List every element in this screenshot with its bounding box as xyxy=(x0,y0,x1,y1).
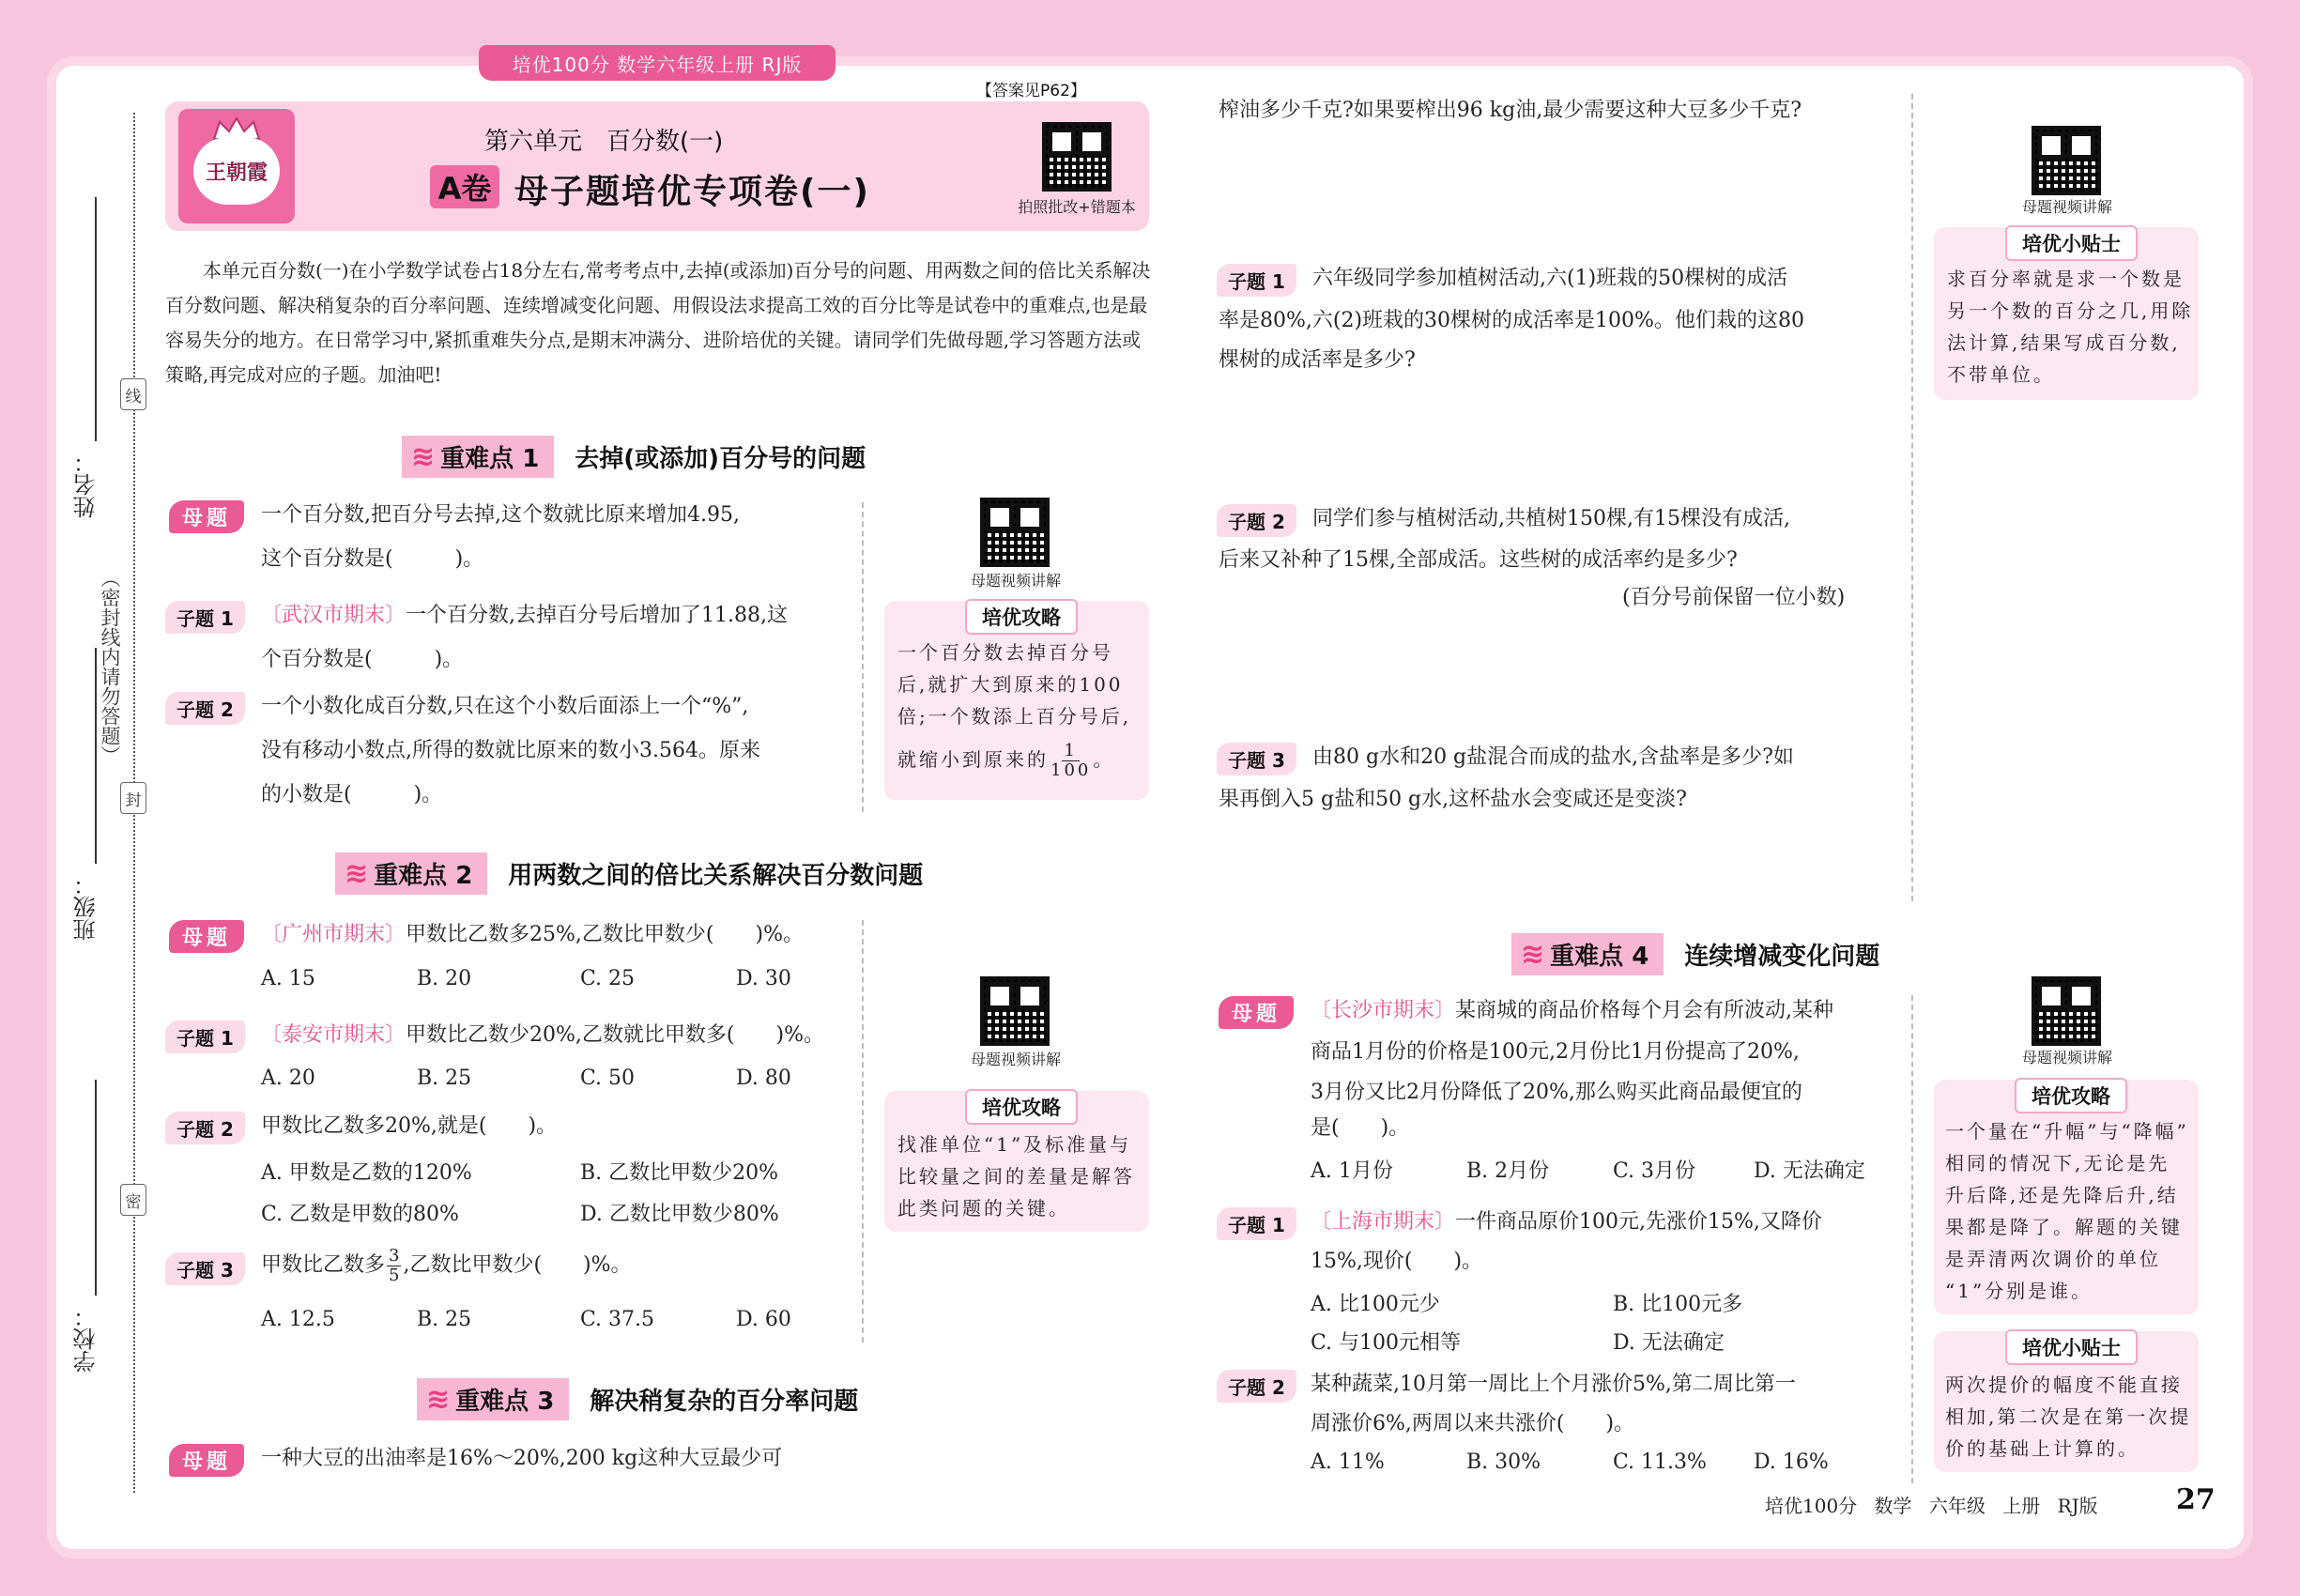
s1-tip-line1: 一个百分数去掉百分号 xyxy=(897,641,1113,664)
page-footer: 培优100分 数学 六年级 上册 RJ版 xyxy=(1765,1495,2098,1517)
s3-mother-line2: 榨油多少千克?如果要榨出96 kg油,最少需要这种大豆多少千克? xyxy=(1219,99,1802,122)
s2-tip-line2: 比较量之间的差量是解答 xyxy=(897,1165,1135,1188)
s3-sub1-line3: 棵树的成活率是多少? xyxy=(1219,348,1416,372)
section-4-heading xyxy=(1511,933,1879,975)
s3-tip-line2: 另一个数的百分之几,用除 xyxy=(1947,299,2194,322)
page-number: 27 xyxy=(2176,1483,2216,1516)
s2-mother-option-c[interactable]: C. 25 xyxy=(580,967,636,990)
s4-mother-line2: 商品1月份的价格是100元,2月份比1月份提高了20%, xyxy=(1311,1040,1800,1064)
school-label: 学校： xyxy=(73,1305,100,1373)
section-4-title: 连续增减变化问题 xyxy=(1684,943,1880,971)
s2-sub3-text: 甲数比乙数多 $\frac{3}{5}$ ,乙数比甲数少( )%。 xyxy=(261,1245,632,1285)
wave-icon: ≋ xyxy=(411,440,436,473)
s4-mother-line1: 〔长沙市期末〕某商城的商品价格每个月会有所波动,某种 xyxy=(1311,999,1834,1022)
section-2-heading xyxy=(335,852,923,895)
section-3-badge: ≋ 重难点 3 xyxy=(417,1378,569,1420)
qr-code-icon[interactable] xyxy=(2032,126,2101,195)
s2-sub3-option-b[interactable]: B. 25 xyxy=(417,1308,472,1331)
s4-sub2-option-c[interactable]: C. 11.3% xyxy=(1613,1450,1707,1474)
s2-sub1-option-a[interactable]: A. 20 xyxy=(261,1067,315,1090)
s1-sub2-line1: 一个小数化成百分数,只在这个小数后面添上一个“%”, xyxy=(261,695,749,718)
fraction: $\frac{1}{100}$ xyxy=(1050,741,1092,780)
sub-question-1-tag: 子题 1 xyxy=(1217,1207,1296,1240)
sub-question-1-tag: 子题 1 xyxy=(165,1021,245,1053)
s2-sub2-text: 甲数比乙数多20%,就是( )。 xyxy=(261,1114,558,1138)
wave-icon: ≋ xyxy=(1521,938,1545,971)
s3-sub1-line2: 率是80%,六(2)班栽的30棵树的成活率是100%。他们栽的这80 xyxy=(1219,309,1804,332)
s2-sub3-option-a[interactable]: A. 12.5 xyxy=(261,1308,335,1331)
sub-question-3-tag: 子题 3 xyxy=(1217,743,1296,775)
s3-tip-line1: 求百分率就是求一个数是 xyxy=(1947,268,2185,290)
s2-sub2-option-c[interactable]: C. 乙数是甲数的80% xyxy=(261,1203,459,1226)
qr-video-caption: 母题视频讲解 xyxy=(970,572,1061,590)
qr-video-caption: 母题视频讲解 xyxy=(970,1051,1061,1068)
header-banner xyxy=(165,101,1149,231)
s3-sub2-line1: 同学们参与植树活动,共植树150棵,有15棵没有成活, xyxy=(1312,507,1790,530)
column-divider xyxy=(862,502,864,812)
s3-mother-line1: 一种大豆的出油率是16%～20%,200 kg这种大豆最少可 xyxy=(261,1447,783,1470)
name-field[interactable] xyxy=(95,197,97,441)
s4-mother-option-c[interactable]: C. 3月份 xyxy=(1613,1159,1696,1183)
s2-sub2-option-d[interactable]: D. 乙数比甲数少80% xyxy=(580,1203,779,1226)
section-3-heading xyxy=(417,1378,858,1420)
s4-sub1-option-a[interactable]: A. 比100元少 xyxy=(1311,1293,1440,1316)
s1-sub2-line3: 的小数是( )。 xyxy=(261,783,443,806)
s4-mother-option-a[interactable]: A. 1月份 xyxy=(1311,1159,1393,1183)
answer-reference: 【答案见P62】 xyxy=(976,82,1086,100)
seal-dense-mark: 密 xyxy=(120,1184,146,1216)
wave-icon: ≋ xyxy=(426,1383,451,1416)
unit-title: 第六单元 百分数(一) xyxy=(484,128,724,156)
s3-tip-title: 培优小贴士 xyxy=(2005,225,2138,261)
s1-tip-box xyxy=(884,601,1149,800)
s3-sub2-line2: 后来又补种了15棵,全部成活。这些树的成活率约是多少? xyxy=(1219,548,1738,572)
s1-sub1-line2: 个百分数是( )。 xyxy=(261,648,464,671)
section-1-heading xyxy=(402,436,866,478)
s4-tip2-line2: 相加,第二次是在第一次提 xyxy=(1945,1405,2192,1428)
sub-question-2-tag: 子题 2 xyxy=(1217,1370,1296,1403)
s2-sub1-text: 〔泰安市期末〕甲数比乙数少20%,乙数就比甲数多( )%。 xyxy=(261,1023,824,1047)
s1-tip-line3: 倍;一个数添上百分号后, xyxy=(897,705,1132,728)
s3-sub1-line1: 六年级同学参加植树活动,六(1)班栽的50棵树的成活 xyxy=(1312,267,1788,290)
sub-question-3-tag: 子题 3 xyxy=(165,1252,245,1285)
s1-tip-line4: 就缩小到原来的 $\frac{1}{100}$ 。 xyxy=(897,741,1115,780)
qr-caption: 拍照批改+错题本 xyxy=(1018,198,1136,216)
logo-text: 王朝霞 xyxy=(193,137,280,205)
s2-sub2-option-b[interactable]: B. 乙数比甲数少20% xyxy=(580,1161,779,1185)
qr-code-icon[interactable] xyxy=(2032,976,2101,1046)
s2-sub3-option-c[interactable]: C. 37.5 xyxy=(580,1308,655,1331)
s4-tip1-line4: 果都是降了。解题的关键 xyxy=(1945,1216,2183,1238)
section-4-badge: ≋ 重难点 4 xyxy=(1511,933,1664,975)
wave-icon: ≋ xyxy=(345,857,369,890)
section-2-title: 用两数之间的倍比关系解决百分数问题 xyxy=(508,862,924,890)
page-title: 母子题培优专项卷(一) xyxy=(514,173,870,211)
s2-sub2-option-a[interactable]: A. 甲数是乙数的120% xyxy=(261,1161,472,1185)
section-1-badge: ≋ 重难点 1 xyxy=(402,436,554,478)
s2-sub1-option-b[interactable]: B. 25 xyxy=(417,1067,472,1090)
s3-sub2-line3: (百分号前保留一位小数) xyxy=(1622,586,1846,609)
paper-badge: A卷 xyxy=(430,165,499,208)
section-3-title: 解决稍复杂的百分率问题 xyxy=(590,1388,859,1416)
s2-sub1-option-d[interactable]: D. 80 xyxy=(736,1067,791,1090)
school-field[interactable] xyxy=(95,1080,97,1296)
s2-sub3-option-d[interactable]: D. 60 xyxy=(736,1308,791,1331)
s4-tip1-line6: “1”分别是谁。 xyxy=(1945,1280,2093,1302)
seal-line-mark: 线 xyxy=(120,378,146,410)
section-2-badge: ≋ 重难点 2 xyxy=(335,852,487,895)
s4-tip-box-1 xyxy=(1934,1080,2199,1314)
s4-sub1-line1: 〔上海市期末〕一件商品原价100元,先涨价15%,又降价 xyxy=(1311,1210,1822,1234)
s4-tip1-title: 培优攻略 xyxy=(2015,1078,2127,1113)
mother-question-tag: 母题 xyxy=(169,920,244,953)
qr-video-caption: 母题视频讲解 xyxy=(2021,1049,2112,1067)
qr-code-icon[interactable] xyxy=(1042,122,1112,192)
sub-question-2-tag: 子题 2 xyxy=(165,692,245,725)
s4-tip2-line1: 两次提价的幅度不能直接 xyxy=(1945,1373,2183,1396)
sub-question-1-tag: 子题 1 xyxy=(165,601,245,634)
mother-question-tag: 母题 xyxy=(169,1444,244,1477)
s3-tip-line4: 不带单位。 xyxy=(1947,363,2055,386)
qr-code-icon[interactable] xyxy=(980,976,1050,1046)
s4-sub2-option-d[interactable]: D. 16% xyxy=(1754,1450,1829,1474)
s2-tip-box xyxy=(884,1091,1149,1232)
s3-sub3-line2: 果再倒入5 g盐和50 g水,这杯盐水会变咸还是变淡? xyxy=(1219,788,1687,811)
s4-sub1-option-b[interactable]: B. 比100元多 xyxy=(1613,1293,1743,1316)
s4-tip1-line2: 相同的情况下,无论是先 xyxy=(1945,1152,2170,1174)
s2-mother-text: 〔广州市期末〕甲数比乙数多25%,乙数比甲数少( )%。 xyxy=(261,923,804,946)
name-label: 姓名： xyxy=(73,451,100,518)
brand-logo xyxy=(178,109,295,223)
s2-mother-option-d[interactable]: D. 30 xyxy=(736,967,791,990)
s3-sub3-line1: 由80 g水和20 g盐混合而成的盐水,含盐率是多少?如 xyxy=(1312,745,1794,769)
fraction: $\frac{3}{5}$ xyxy=(389,1245,400,1285)
s4-mother-line4: 是( )。 xyxy=(1311,1116,1410,1140)
s4-sub1-line2: 15%,现价( )。 xyxy=(1311,1250,1483,1273)
column-divider xyxy=(1911,94,1913,901)
s4-mother-line3: 3月份又比2月份降低了20%,那么购买此商品最便宜的 xyxy=(1311,1081,1802,1104)
class-field[interactable] xyxy=(95,648,97,864)
s2-tip-line1: 找准单位“1”及标准量与 xyxy=(897,1133,1132,1156)
column-divider xyxy=(862,920,864,1343)
s1-sub2-line2: 没有移动小数点,所得的数就比原来的数小3.564。原来 xyxy=(261,739,760,762)
s4-tip2-title: 培优小贴士 xyxy=(2005,1329,2138,1365)
mother-question-tag: 母题 xyxy=(1219,996,1294,1029)
s4-tip1-line3: 升后降,还是先降后升,结 xyxy=(1945,1184,2179,1206)
s4-tip2-line3: 价的基础上计算的。 xyxy=(1945,1437,2139,1460)
qr-video-caption: 母题视频讲解 xyxy=(2021,198,2112,216)
s4-sub1-option-d[interactable]: D. 无法确定 xyxy=(1613,1331,1725,1355)
s2-mother-option-b[interactable]: B. 20 xyxy=(417,967,472,990)
s3-tip-box xyxy=(1934,227,2199,400)
intro-paragraph: 本单元百分数(一)在小学数学试卷占18分左右,常考考点中,去掉(或添加)百分号的问题、用两数之间的倍比关系解决百分数问题、解决稍复杂的百分率问题、连续增减变化问题、用假设法求提高工效的百分比等是试卷中的重难点,也是最容易失分的地方。在日常学习中,紧抓重难失分点,是期末冲满分、进阶培优的关键。请同学们先做母题,学习答题方法或策略,再完成对应的子题。加油吧! xyxy=(165,259,1151,386)
s3-tip-line3: 法计算,结果写成百分数, xyxy=(1947,331,2181,354)
s4-sub1-option-c[interactable]: C. 与100元相等 xyxy=(1311,1331,1462,1355)
class-label: 班级： xyxy=(73,873,100,941)
qr-code-icon[interactable] xyxy=(980,498,1050,567)
s4-sub2-option-a[interactable]: A. 11% xyxy=(1311,1450,1385,1474)
s4-tip1-line1: 一个量在“升幅”与“降幅” xyxy=(1945,1120,2189,1143)
section-1-title: 去掉(或添加)百分号的问题 xyxy=(575,445,866,473)
s4-sub2-line1: 某种蔬菜,10月第一周比上个月涨价5%,第二周比第一 xyxy=(1311,1373,1796,1396)
sub-question-2-tag: 子题 2 xyxy=(165,1112,245,1144)
s4-sub2-option-b[interactable]: B. 30% xyxy=(1466,1450,1541,1474)
seal-seal-mark: 封 xyxy=(120,782,146,814)
s2-mother-option-a[interactable]: A. 15 xyxy=(261,967,315,990)
s4-tip1-line5: 是弄清两次调价的单位 xyxy=(1945,1248,2161,1270)
seal-note: （密封线内请勿答题） xyxy=(99,568,121,765)
s1-mother-line2: 这个百分数是( )。 xyxy=(261,547,484,571)
s2-tip-title: 培优攻略 xyxy=(965,1089,1078,1125)
s2-sub1-option-c[interactable]: C. 50 xyxy=(580,1067,636,1090)
mother-question-tag: 母题 xyxy=(169,500,244,533)
s2-tip-line3: 此类问题的关键。 xyxy=(897,1197,1070,1220)
sub-question-2-tag: 子题 2 xyxy=(1217,504,1296,537)
s4-sub2-line2: 周涨价6%,两周以来共涨价( )。 xyxy=(1311,1412,1635,1435)
s1-tip-title: 培优攻略 xyxy=(965,599,1078,635)
s1-tip-line2: 后,就扩大到原来的100 xyxy=(897,673,1124,696)
s1-mother-line1: 一个百分数,把百分号去掉,这个数就比原来增加4.95, xyxy=(261,503,740,527)
series-tab: 培优100分 数学六年级上册 RJ版 xyxy=(479,45,836,81)
column-divider xyxy=(1911,995,1913,1483)
s4-mother-option-d[interactable]: D. 无法确定 xyxy=(1754,1159,1865,1183)
s1-sub1-line1: 〔武汉市期末〕一个百分数,去掉百分号后增加了11.88,这 xyxy=(261,604,788,627)
s4-mother-option-b[interactable]: B. 2月份 xyxy=(1466,1159,1550,1183)
s4-tip-box-2 xyxy=(1934,1331,2199,1472)
sub-question-1-tag: 子题 1 xyxy=(1217,264,1296,297)
